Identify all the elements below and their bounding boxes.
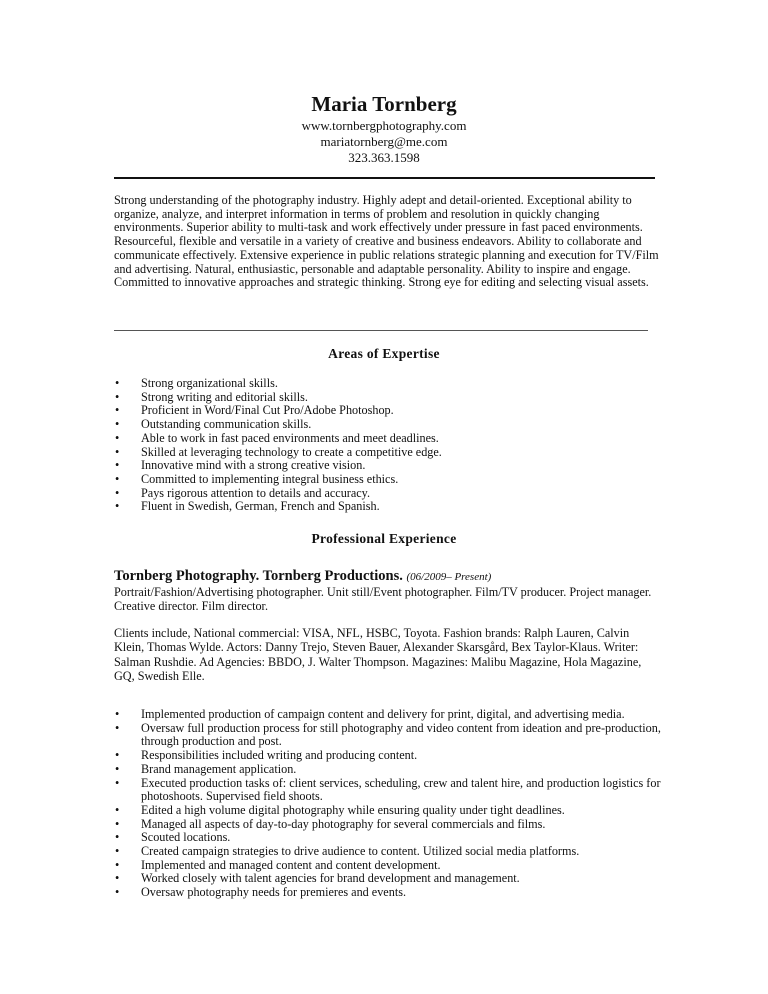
list-item: • Responsibilities included writing and producing content. [114,749,662,763]
summary-paragraph: Strong understanding of the photography industry. Highly adept and detail-oriented. Exceptional ability to organize, analyze, and interpret information in terms of problem and resolution in quickly changing environments. Superior ability to multi-task and work effectively under pressure in fast paced environments. Resourceful, flexible and versatile in a variety of creative and business endeavors. Ability to collaborate and communicate effectively. Extensive experience in public relations strategic planning and execution for TV/Film and advertising. Natural, enthusiastic, personable and adaptable personality. Ability to inspire and engage. Committed to innovative approaches and strategic thinking. Strong eye for editing and selecting visual assets. [114,193,659,290]
job-heading [114,568,491,585]
list-item: • Innovative mind with a strong creative vision. [114,459,659,473]
list-item: • Able to work in fast paced environments and meet deadlines. [114,432,659,446]
resume-name: Maria Tornberg [311,92,457,116]
list-item: • Oversaw full production process for still photography and video content from ideation and pre-production, through production and post. [114,722,662,749]
list-item: • Brand management application. [114,763,662,777]
list-item: • Oversaw photography needs for premieres and events. [114,886,662,900]
list-item: • Fluent in Swedish, German, French and Spanish. [114,500,659,514]
phone-number: 323.363.1598 [348,150,420,165]
list-item: • Skilled at leveraging technology to create a competitive edge. [114,446,659,460]
job-roles: Portrait/Fashion/Advertising photographer. Unit still/Event photographer. Film/TV producer. Project manager. Creative director. Film director. [114,585,652,614]
list-item: • Outstanding communication skills. [114,418,659,432]
list-item: • Managed all aspects of day-to-day photography for several commercials and films. [114,818,662,832]
job-dates: (06/2009– Present) [406,571,492,583]
website-link[interactable]: www.tornbergphotography.com [301,118,467,133]
list-item: • Pays rigorous attention to details and accuracy. [114,487,659,501]
summary-divider [114,330,648,331]
expertise-list [114,377,659,514]
list-item: • Executed production tasks of: client services, scheduling, crew and talent hire, and production logistics for photoshoots. Supervised field shoots. [114,777,662,804]
expertise-heading: Areas of Expertise [328,346,440,361]
list-item: • Implemented and managed content and content development. [114,859,662,873]
list-item: • Implemented production of campaign content and delivery for print, digital, and advertising media. [114,708,662,722]
list-item: • Edited a high volume digital photography while ensuring quality under tight deadlines. [114,804,662,818]
list-item: • Scouted locations. [114,831,662,845]
experience-heading: Professional Experience [311,531,457,546]
email-link[interactable]: mariatornberg@me.com [320,134,448,149]
list-item: • Worked closely with talent agencies for brand development and management. [114,872,662,886]
clients-paragraph: Clients include, National commercial: VISA, NFL, HSBC, Toyota. Fashion brands: Ralph Lauren, Calvin Klein, Thomas Wylde. Actors: Danny Trejo, Steven Bauer, Alexander Skarsgård, Bex Taylor-Klaus. Writer: Salman Rushdie. Ad Agencies: BBDO, J. Walter Thompson. Magazines: Malibu Magazine, Hola Magazine, GQ, Swedish Elle. [114,626,642,683]
list-item: • Created campaign strategies to drive audience to content. Utilized social media platforms. [114,845,662,859]
list-item: • Proficient in Word/Final Cut Pro/Adobe Photoshop. [114,404,659,418]
list-item: • Strong organizational skills. [114,377,659,391]
list-item: • Committed to implementing integral business ethics. [114,473,659,487]
header-divider [114,177,655,179]
duties-list [114,708,662,900]
company-name: Tornberg Photography. Tornberg Productions. [114,568,403,584]
list-item: • Strong writing and editorial skills. [114,391,659,405]
